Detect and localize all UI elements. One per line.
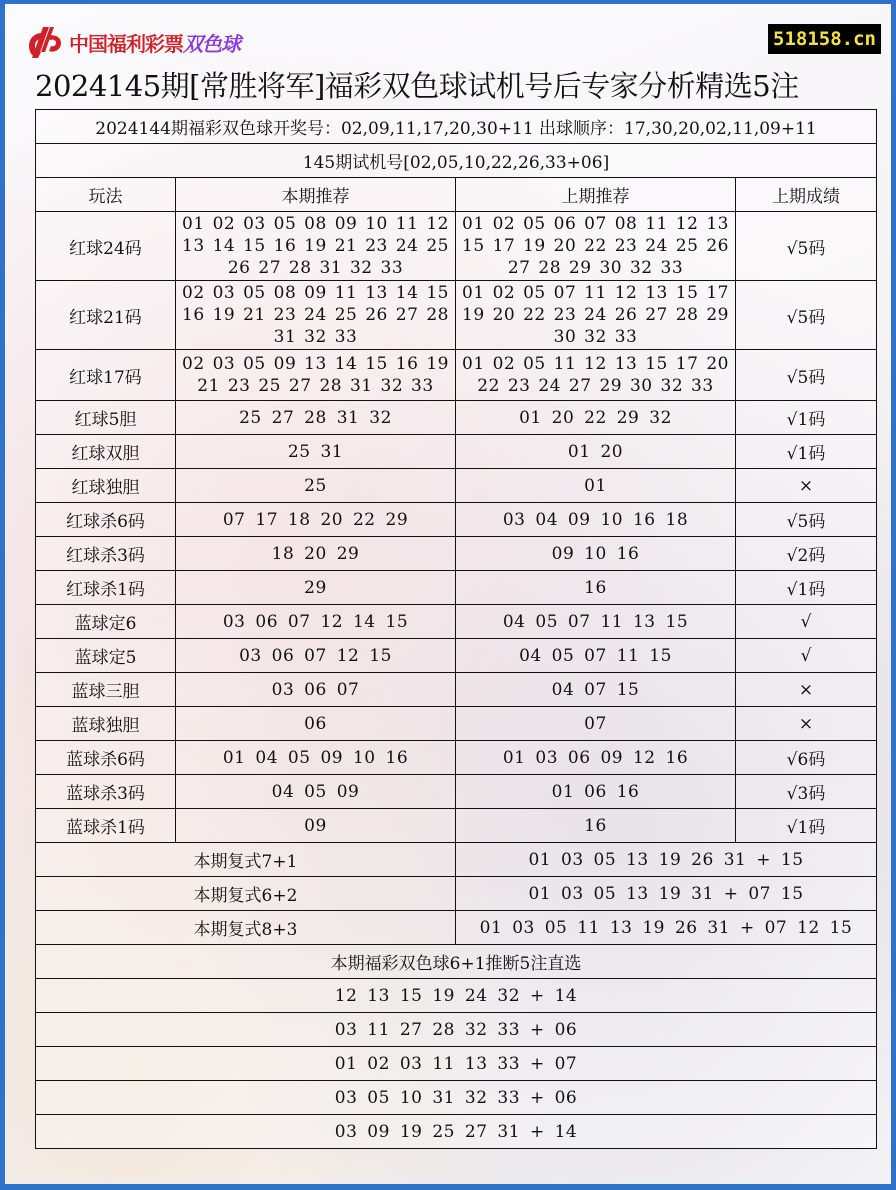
- previous-result: √3码: [736, 775, 877, 809]
- play-name: 红球21码: [36, 281, 176, 350]
- previous-result: √: [736, 639, 877, 673]
- previous-numbers: 01 02 05 11 12 13 15 17 20 22 23 24 27 29 30 32 33: [456, 350, 736, 401]
- pick-numbers: 03 05 10 31 32 33 + 06: [36, 1081, 877, 1115]
- current-numbers: 03 06 07 12 15: [176, 639, 456, 673]
- welfare-lottery-logo: [23, 24, 240, 60]
- play-name: 红球5胆: [36, 401, 176, 435]
- current-numbers: 25 27 28 31 32: [176, 401, 456, 435]
- logo-text: 中国福利彩票: [69, 31, 183, 56]
- current-numbers: 07 17 18 20 22 29: [176, 503, 456, 537]
- previous-result: √1码: [736, 435, 877, 469]
- analysis-table: [35, 109, 877, 1149]
- fushi-row: [36, 877, 877, 911]
- previous-result: √5码: [736, 212, 877, 281]
- previous-result: ×: [736, 673, 877, 707]
- table-row: [36, 673, 877, 707]
- previous-numbers: 07: [456, 707, 736, 741]
- current-numbers: 04 05 09: [176, 775, 456, 809]
- play-name: 蓝球杀1码: [36, 809, 176, 843]
- previous-numbers: 09 10 16: [456, 537, 736, 571]
- fushi-label: 本期复式7+1: [36, 843, 456, 877]
- previous-numbers: 04 07 15: [456, 673, 736, 707]
- previous-numbers: 01 20: [456, 435, 736, 469]
- play-name: 红球杀1码: [36, 571, 176, 605]
- current-numbers: 18 20 29: [176, 537, 456, 571]
- current-numbers: 02 03 05 09 13 14 15 16 19 21 23 25 27 28 31 32 33: [176, 350, 456, 401]
- pick-row: [36, 1013, 877, 1047]
- table-row: [36, 775, 877, 809]
- current-numbers: 09: [176, 809, 456, 843]
- logo-game-name: 双色球: [183, 31, 240, 56]
- pick-row: [36, 1115, 877, 1149]
- play-name: 蓝球独胆: [36, 707, 176, 741]
- table-row: [36, 639, 877, 673]
- table-row: [36, 741, 877, 775]
- site-badge[interactable]: 518158.cn: [768, 24, 881, 54]
- previous-result: √6码: [736, 741, 877, 775]
- previous-numbers: 04 05 07 11 15: [456, 639, 736, 673]
- previous-numbers: 01 06 16: [456, 775, 736, 809]
- previous-numbers: 16: [456, 571, 736, 605]
- play-name: 蓝球杀3码: [36, 775, 176, 809]
- fushi-numbers: 01 03 05 13 19 31 + 07 15: [456, 877, 877, 911]
- play-name: 红球独胆: [36, 469, 176, 503]
- table-row: [36, 503, 877, 537]
- previous-result: √: [736, 605, 877, 639]
- previous-result: √1码: [736, 571, 877, 605]
- table-row: [36, 605, 877, 639]
- table-row: [36, 571, 877, 605]
- previous-result: √1码: [736, 809, 877, 843]
- table-row: [36, 281, 877, 350]
- pick-numbers: 12 13 15 19 24 32 + 14: [36, 979, 877, 1013]
- play-name: 蓝球定5: [36, 639, 176, 673]
- table-row: [36, 435, 877, 469]
- previous-result: √5码: [736, 350, 877, 401]
- fushi-row: [36, 911, 877, 945]
- pick-row: [36, 1047, 877, 1081]
- previous-numbers: 01 02 05 07 11 12 13 15 17 19 20 22 23 24 26 27 28 29 30 32 33: [456, 281, 736, 350]
- pick-row: [36, 979, 877, 1013]
- table-header-row: [36, 178, 877, 212]
- page-title: 2024145期[常胜将军]福彩双色球试机号后专家分析精选5注: [35, 69, 799, 103]
- play-name: 红球杀6码: [36, 503, 176, 537]
- current-numbers: 03 06 07 12 14 15: [176, 605, 456, 639]
- fushi-numbers: 01 03 05 13 19 26 31 + 15: [456, 843, 877, 877]
- play-name: 蓝球三胆: [36, 673, 176, 707]
- current-numbers: 25: [176, 469, 456, 503]
- table-row: [36, 469, 877, 503]
- previous-result: √2码: [736, 537, 877, 571]
- draw-result: 2024144期福彩双色球开奖号：02,09,11,17,20,30+11 出球顺序：17,30,20,02,11,09+11: [36, 110, 877, 144]
- current-numbers: 03 06 07: [176, 673, 456, 707]
- play-name: 红球双胆: [36, 435, 176, 469]
- test-numbers: 145期试机号[02,05,10,22,26,33+06]: [36, 144, 877, 178]
- table-row: [36, 350, 877, 401]
- previous-numbers: 03 04 09 10 16 18: [456, 503, 736, 537]
- play-name: 红球杀3码: [36, 537, 176, 571]
- current-numbers: 25 31: [176, 435, 456, 469]
- pick-row: [36, 1081, 877, 1115]
- fushi-row: [36, 843, 877, 877]
- previous-numbers: 04 05 07 11 13 15: [456, 605, 736, 639]
- pick-numbers: 03 09 19 25 27 31 + 14: [36, 1115, 877, 1149]
- current-numbers: 02 03 05 08 09 11 13 14 15 16 19 21 23 24 25 26 27 28 31 32 33: [176, 281, 456, 350]
- previous-numbers: 16: [456, 809, 736, 843]
- picks-title: 本期福彩双色球6+1推断5注直选: [36, 945, 877, 979]
- previous-result: √5码: [736, 503, 877, 537]
- previous-result: ×: [736, 469, 877, 503]
- previous-result: √5码: [736, 281, 877, 350]
- current-numbers: 06: [176, 707, 456, 741]
- current-numbers: 29: [176, 571, 456, 605]
- previous-result: √1码: [736, 401, 877, 435]
- header-previous: 上期推荐: [456, 178, 736, 212]
- fushi-label: 本期复式8+3: [36, 911, 456, 945]
- table-row: [36, 809, 877, 843]
- header-play: 玩法: [36, 178, 176, 212]
- header-result: 上期成绩: [736, 178, 877, 212]
- play-name: 蓝球定6: [36, 605, 176, 639]
- pick-numbers: 03 11 27 28 32 33 + 06: [36, 1013, 877, 1047]
- previous-numbers: 01 20 22 29 32: [456, 401, 736, 435]
- fushi-label: 本期复式6+2: [36, 877, 456, 911]
- lottery-logo-icon: [23, 24, 65, 60]
- header-current: 本期推荐: [176, 178, 456, 212]
- current-numbers: 01 02 03 05 08 09 10 11 12 13 14 15 16 19 21 23 24 25 26 27 28 31 32 33: [176, 212, 456, 281]
- current-numbers: 01 04 05 09 10 16: [176, 741, 456, 775]
- table-row: [36, 212, 877, 281]
- play-name: 红球17码: [36, 350, 176, 401]
- table-row: [36, 537, 877, 571]
- table-row: [36, 707, 877, 741]
- previous-result: ×: [736, 707, 877, 741]
- pick-numbers: 01 02 03 11 13 33 + 07: [36, 1047, 877, 1081]
- table-row: [36, 401, 877, 435]
- play-name: 蓝球杀6码: [36, 741, 176, 775]
- page-frame: [5, 4, 891, 1184]
- previous-numbers: 01 02 05 06 07 08 11 12 13 15 17 19 20 22 23 24 25 26 27 28 29 30 32 33: [456, 212, 736, 281]
- play-name: 红球24码: [36, 212, 176, 281]
- previous-numbers: 01 03 06 09 12 16: [456, 741, 736, 775]
- fushi-numbers: 01 03 05 11 13 19 26 31 + 07 12 15: [456, 911, 877, 945]
- previous-numbers: 01: [456, 469, 736, 503]
